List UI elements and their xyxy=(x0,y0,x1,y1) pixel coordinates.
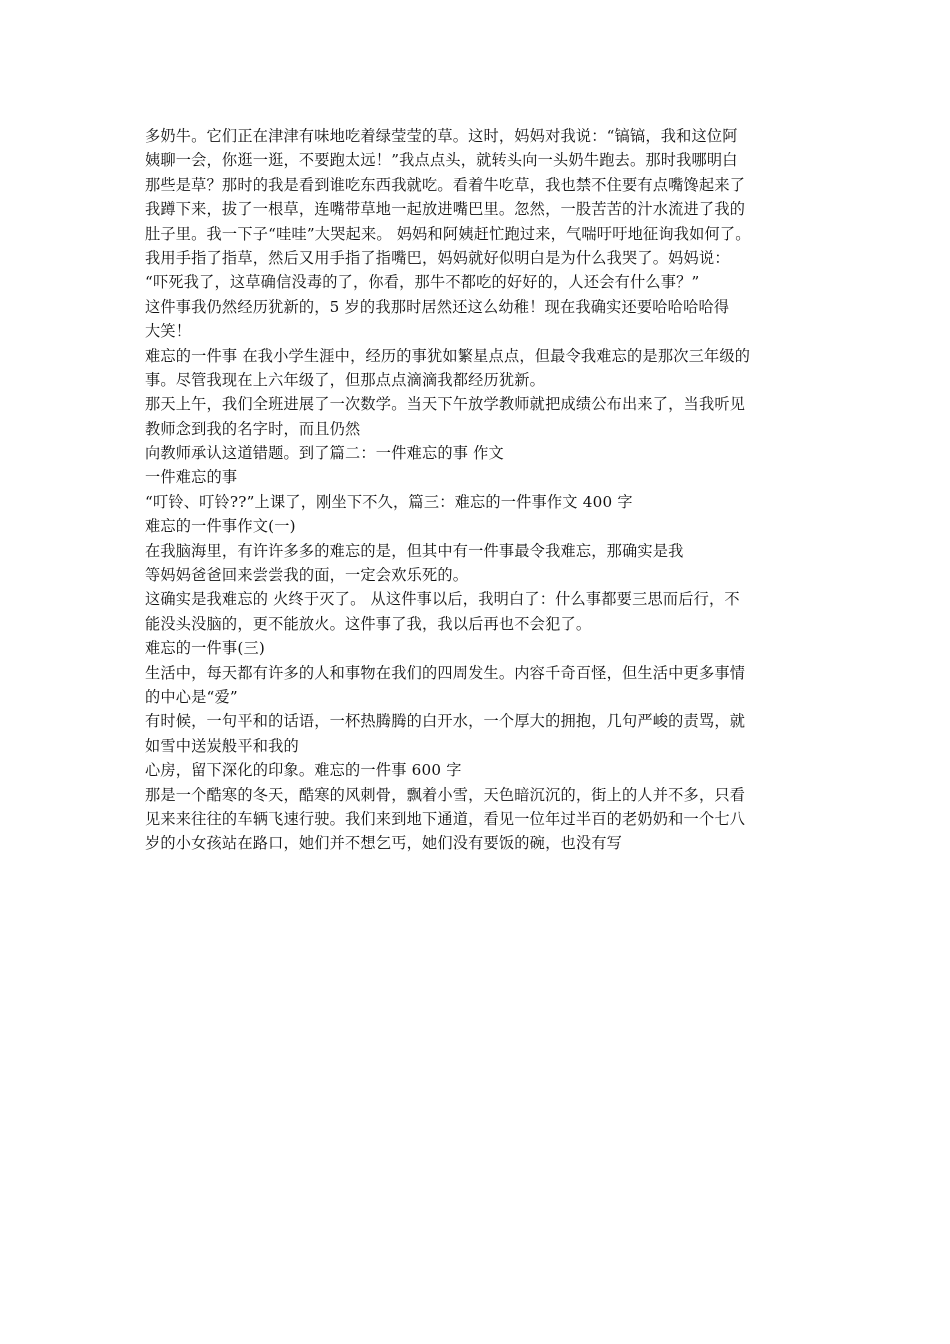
text-line: 难忘的一件事(三) xyxy=(145,639,265,658)
text-line: 心房，留下深化的印象。难忘的一件事 600 字 xyxy=(145,761,462,780)
text-line: 那是一个酷寒的冬天，酷寒的风刺骨，飘着小雪，天色暗沉沉的，街上的人并不多，只看 xyxy=(145,785,746,804)
text-line: 在我脑海里，有许许多多的难忘的是，但其中有一件事最令我难忘，那确实是我 xyxy=(145,541,684,560)
text-line: 如雪中送炭般平和我的 xyxy=(145,736,299,755)
text-line: 这确实是我难忘的 火终于灭了。 从这件事以后，我明白了：什么事都要三思而后行，不 xyxy=(145,590,740,609)
text-line: “叮铃、叮铃??”上课了，刚坐下不久，篇三：难忘的一件事作文 400 字 xyxy=(145,492,633,511)
text-line: 难忘的一件事作文(一) xyxy=(145,517,296,536)
text-line: 教师念到我的名字时，而且仍然 xyxy=(145,419,361,438)
text-line: 的中心是“爱” xyxy=(145,687,238,706)
text-line: 岁的小女孩站在路口，她们并不想乞丐，她们没有要饭的碗，也没有写 xyxy=(145,834,623,853)
text-line: 一件难忘的事 xyxy=(145,468,238,487)
text-line: 多奶牛。它们正在津津有味地吃着绿莹莹的草。这时，妈妈对我说：“镐镐，我和这位阿 xyxy=(145,127,738,145)
text-line: 等妈妈爸爸回来尝尝我的面，一定会欢乐死的。 xyxy=(145,566,469,585)
text-line: 生活中，每天都有许多的人和事物在我们的四周发生。内容千奇百怪，但生活中更多事情 xyxy=(145,663,746,682)
text-line: 我蹲下来，拔了一根草，连嘴带草地一起放进嘴巴里。忽然，一股苦苦的汁水流进了我的 xyxy=(145,200,746,219)
text-line: 难忘的一件事 在我小学生涯中，经历的事犹如繁星点点，但最令我难忘的是那次三年级的 xyxy=(145,346,751,365)
text-line: “吓死我了，这草确信没毒的了，你看，那牛不都吃的好好的，人还会有什么事？” xyxy=(145,273,700,292)
text-line: 有时候，一句平和的话语，一杯热腾腾的白开水，一个厚大的拥抱，几句严峻的责骂，就 xyxy=(145,712,746,731)
text-line: 见来来往往的车辆飞速行驶。我们来到地下通道，看见一位年过半百的老奶奶和一个七八 xyxy=(145,809,746,828)
text-line: 那些是草？那时的我是看到谁吃东西我就吃。看着牛吃草，我也禁不住要有点嘴馋起来了 xyxy=(145,175,746,194)
text-line: 向教师承认这道错题。到了篇二：一件难忘的事 作文 xyxy=(145,444,504,463)
essay-text-block xyxy=(145,124,825,856)
text-line: 事。尽管我现在上六年级了，但那点点滴滴我都经历犹新。 xyxy=(145,370,546,389)
text-line: 那天上午，我们全班进展了一次数学。当天下午放学教师就把成绩公布出来了，当我听见 xyxy=(145,395,746,414)
text-line: 这件事我仍然经历犹新的，5 岁的我那时居然还这么幼稚！现在我确实还要哈哈哈哈得 xyxy=(145,297,730,316)
text-line: 肚子里。我一下子“哇哇”大哭起来。 妈妈和阿姨赶忙跑过来，气喘吁吁地征询我如何了。 xyxy=(145,224,751,243)
text-line: 能没头没脑的，更不能放火。这件事了我，我以后再也不会犯了。 xyxy=(145,614,592,633)
text-line: 我用手指了指草，然后又用手指了指嘴巴，妈妈就好似明白是为什么我哭了。妈妈说： xyxy=(145,248,730,267)
text-line: 大笑！ xyxy=(145,322,192,341)
text-line: 姨聊一会，你逛一逛，不要跑太远！”我点点头，就转头向一头奶牛跑去。那时我哪明白 xyxy=(145,151,738,170)
